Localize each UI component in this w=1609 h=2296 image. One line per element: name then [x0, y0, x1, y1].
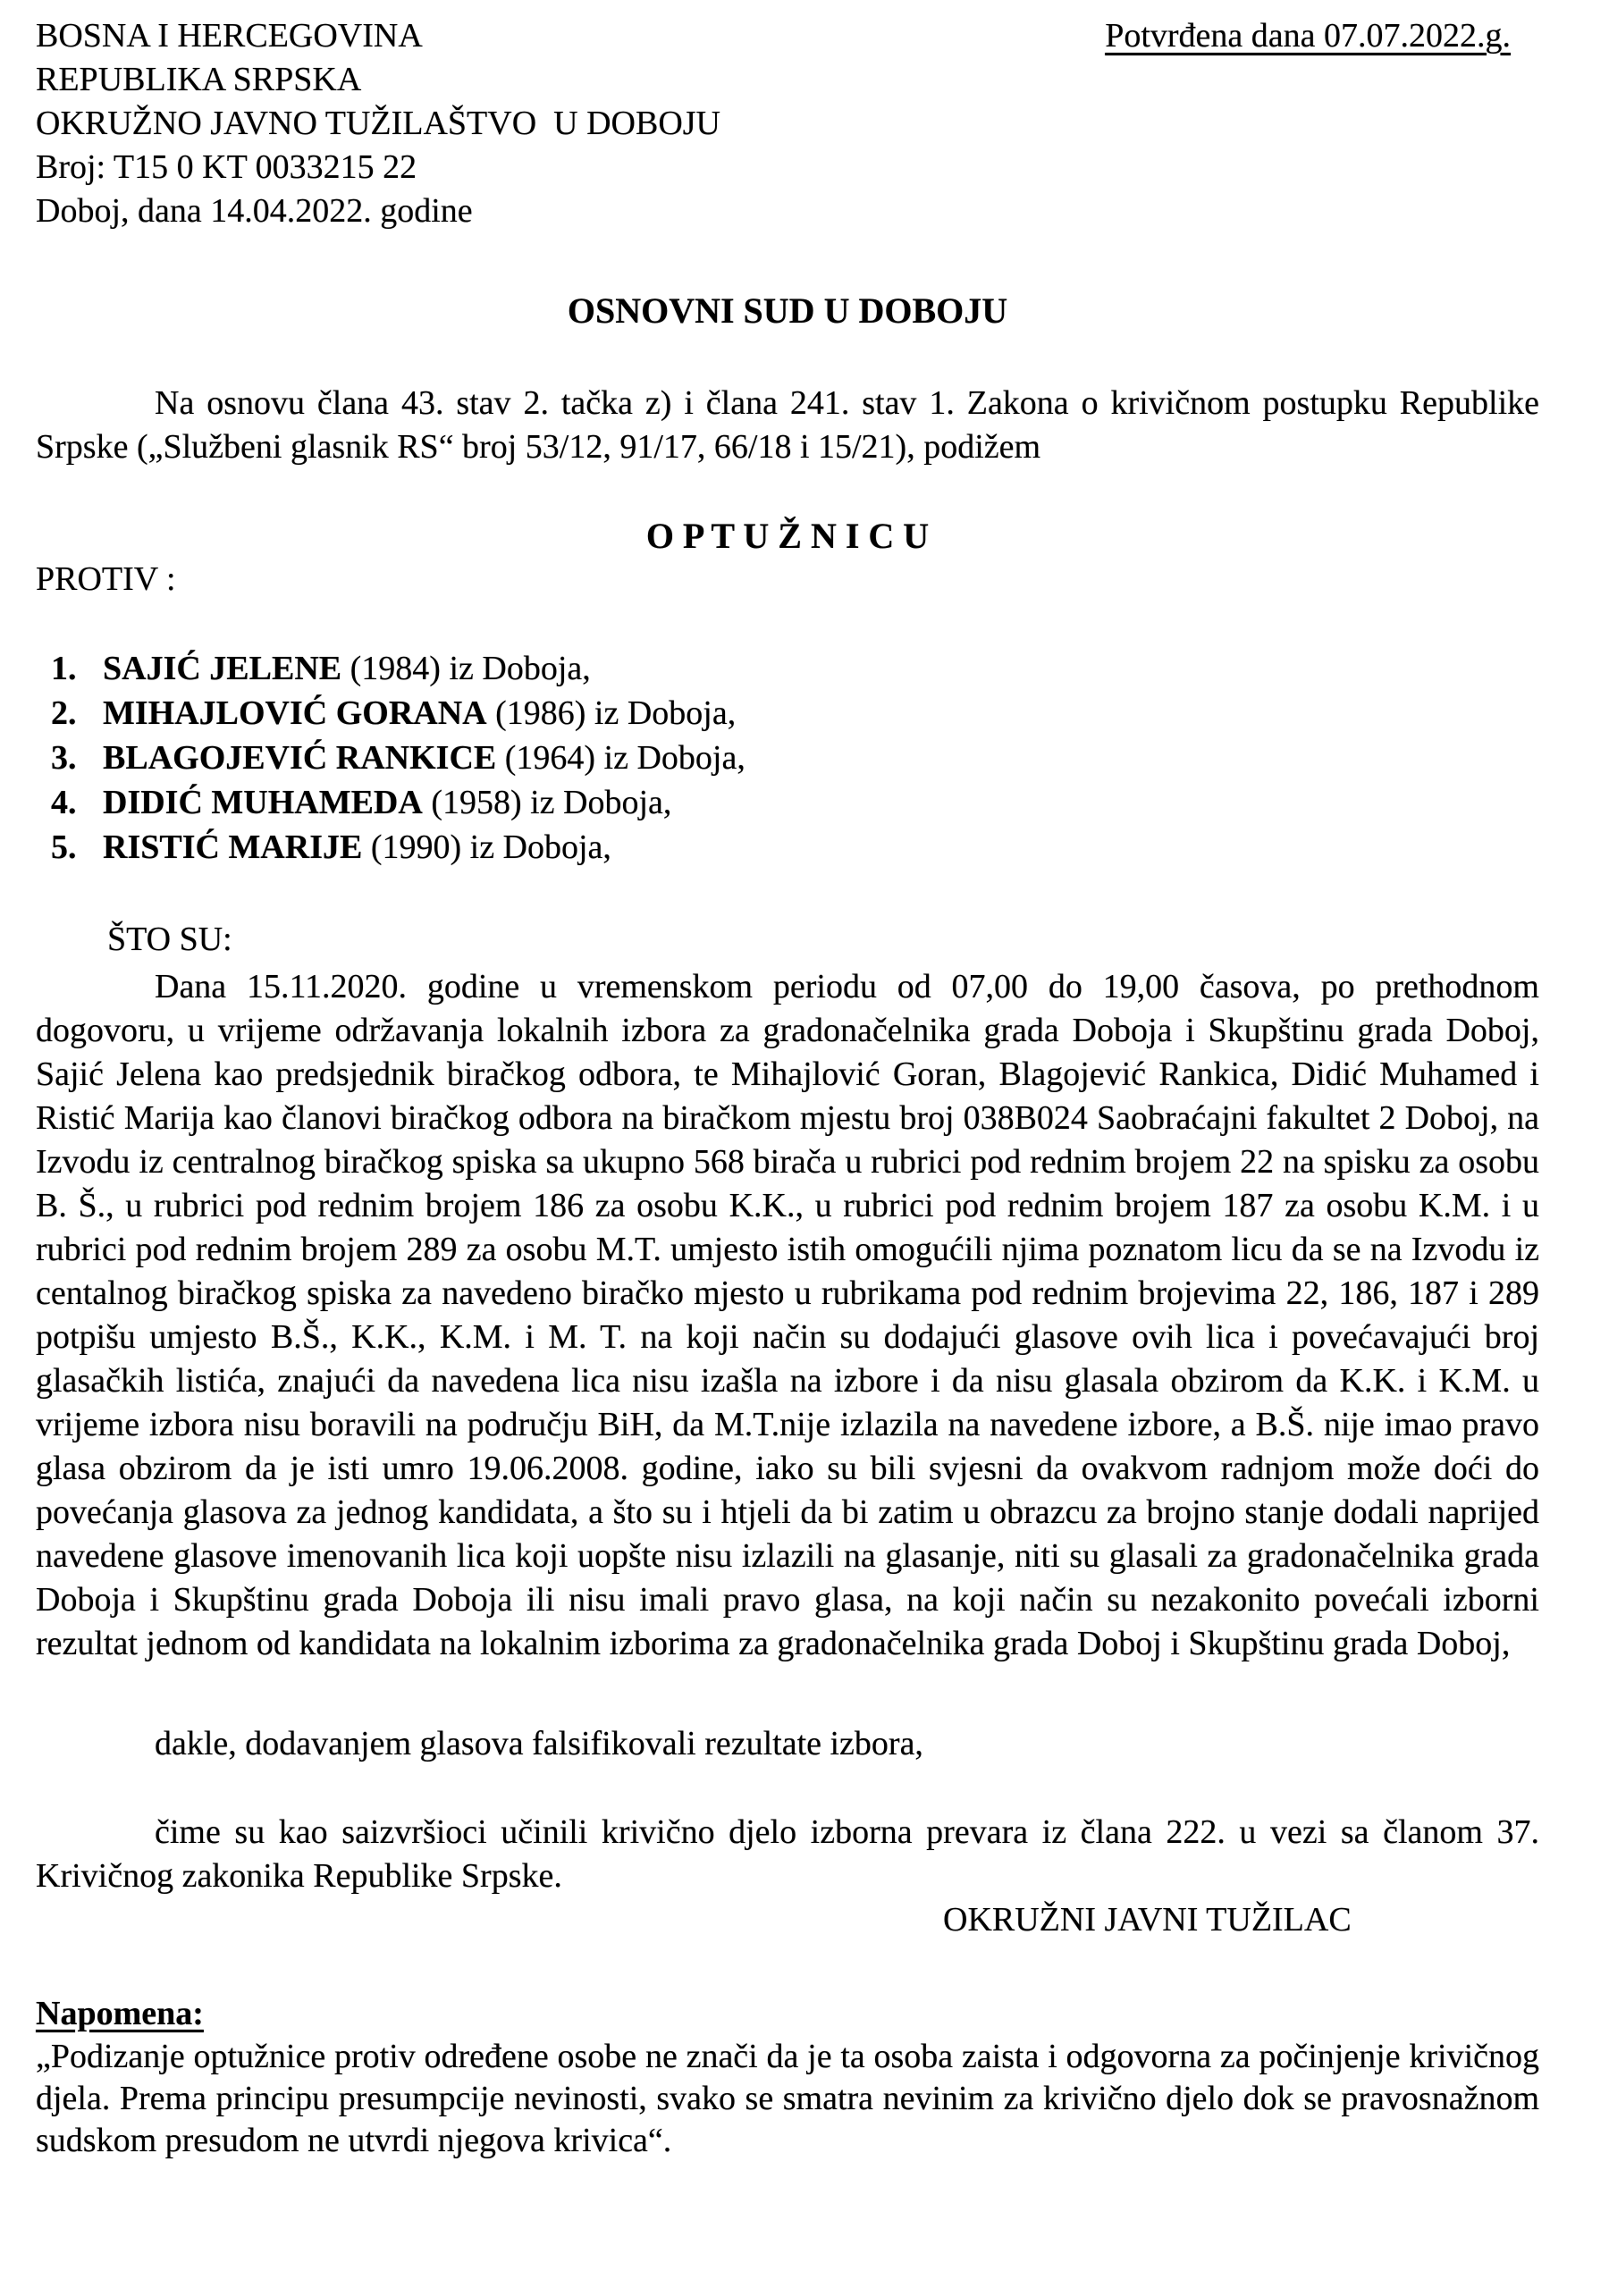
- note-heading: [36, 1992, 1539, 2036]
- document-header: [36, 14, 1539, 233]
- defendant-details: (1958) iz Doboja,: [431, 784, 672, 821]
- against-label: PROTIV :: [36, 560, 176, 598]
- defendant-name: RISTIĆ MARIJE: [103, 828, 363, 866]
- defendant-details: (1984) iz Doboja,: [350, 650, 591, 687]
- defendant-row: [36, 825, 1539, 870]
- defendant-row: [36, 691, 1539, 736]
- defendant-row: [36, 646, 1539, 691]
- defendant-details: (1964) iz Doboja,: [504, 739, 746, 777]
- facts-paragraph: Dana 15.11.2020. godine u vremenskom periodu od 07,00 do 19,00 časova, po prethodnom dogovoru, u vrijeme održavanja lokalnih izbora za gradonačelnika grada Doboja i Skupštinu grada Doboj, Sajić Jelena kao predsjednik biračkog odbora, te Mihajlović Goran, Blagojević Rankica, Didić Muhamed i Ristić Marija kao članovi biračkog odbora na biračkom mjestu broj 038B024 Saobraćajni fakultet 2 Doboj, na Izvodu iz centralnog biračkog spiska sa ukupno 568 birača u rubrici pod rednim brojem 22 na spisku za osobu B. Š., u rubrici pod rednim brojem 186 za osobu K.K., u rubrici pod rednim brojem 187 za osobu K.M. i u rubrici pod rednim brojem 289 za osobu M.T. umjesto istih omogućili njima poznatom licu da se na Izvodu iz centalnog biračkog spiska za navedeno biračko mjesto u rubrikama pod rednim brojevima 22, 186, 187 i 289 potpišu umjesto B.Š., K.K., K.M. i M. T. na koji način su dodajući glasove ovih lica i povećavajući broj glasačkih listića, znajući da navedena lica nisu izašla na izbore i da nisu glasala obzirom da K.K. i K.M. u vrijeme izbora nisu boravili na području BiH, da M.T.nije izlazila na navedene izbore, a B.Š. nije imao pravo glasa obzirom da je isti umro 19.06.2008. godine, iako su bili svjesni da ovakvom radnjom može doći do povećanja glasova za jednog kandidata, a što su i htjeli da bi zatim u obrazcu za brojno stanje dodali naprijed navedene glasove imenovanih lica koji uopšte nisu izlazili na glasanje, niti su glasali za gradonačelnika grada Doboja i Skupštinu grada Doboja ili nisu imali pravo glasa, na koji način su nezakonito povećali izborni rezultat jednom od kandidata na lokalnim izborima za gradonačelnika grada Doboj i Skupštinu grada Doboj,: [36, 968, 1539, 1662]
- defendant-row: [36, 736, 1539, 780]
- legal-qualification-paragraph: čime su kao saizvršioci učinili krivično djelo izborna prevara iz člana 222. u vezi sa članom 37. Krivičnog zakonika Republike Srpske.: [36, 1813, 1539, 1895]
- confirmation-date: Potvrđena dana 07.07.2022.g.: [1105, 17, 1511, 55]
- indictment-title: O P T U Ž N I C U: [645, 516, 930, 556]
- defendant-details: (1990) iz Doboja,: [370, 828, 611, 866]
- letterhead-country: BOSNA I HERCEGOVINA: [36, 17, 423, 55]
- letterhead-date: Doboj, dana 14.04.2022. godine: [36, 192, 473, 230]
- what-they-did-label: ŠTO SU:: [107, 921, 232, 958]
- note-label: Napomena:: [36, 1995, 204, 2032]
- defendant-name: MIHAJLOVIĆ GORANA: [103, 694, 487, 732]
- defendant-number: 3.: [51, 739, 77, 777]
- letterhead-office: OKRUŽNO JAVNO TUŽILAŠTVO U DOBOJU: [36, 105, 720, 142]
- letterhead: [36, 14, 720, 233]
- defendant-name: BLAGOJEVIĆ RANKICE: [103, 739, 497, 777]
- defendants-list: [36, 646, 1539, 870]
- letterhead-case-number: Broj: T15 0 KT 0033215 22: [36, 148, 417, 186]
- court-title: OSNOVNI SUD U DOBOJU: [567, 290, 1008, 331]
- defendant-number: 5.: [51, 828, 77, 866]
- defendant-number: 2.: [51, 694, 77, 732]
- defendant-row: [36, 780, 1539, 825]
- defendant-number: 1.: [51, 650, 77, 687]
- defendant-name: SAJIĆ JELENE: [103, 650, 342, 687]
- prosecutor-title: OKRUŽNI JAVNI TUŽILAC: [943, 1901, 1352, 1939]
- letterhead-entity: REPUBLIKA SRPSKA: [36, 61, 362, 98]
- legal-basis-paragraph: Na osnovu člana 43. stav 2. tačka z) i člana 241. stav 1. Zakona o krivičnom postupku Republike Srpske („Službeni glasnik RS“ broj 53/12, 91/17, 66/18 i 15/21), podižem: [36, 384, 1539, 466]
- note-text: „Podizanje optužnice protiv određene osobe ne znači da je ta osoba zaista i odgovorna za počinjenje krivičnog djela. Prema principu presumpcije nevinosti, svako se smatra nevinim za krivično djelo dok se pravosnažnom sudskom presudom ne utvrdi njegova krivica“.: [36, 2038, 1539, 2159]
- defendant-name: DIDIĆ MUHAMEDA: [103, 784, 423, 821]
- defendant-number: 4.: [51, 784, 77, 821]
- defendant-details: (1986) iz Doboja,: [495, 694, 737, 732]
- dakle-clause: dakle, dodavanjem glasova falsifikovali rezultate izbora,: [155, 1725, 923, 1762]
